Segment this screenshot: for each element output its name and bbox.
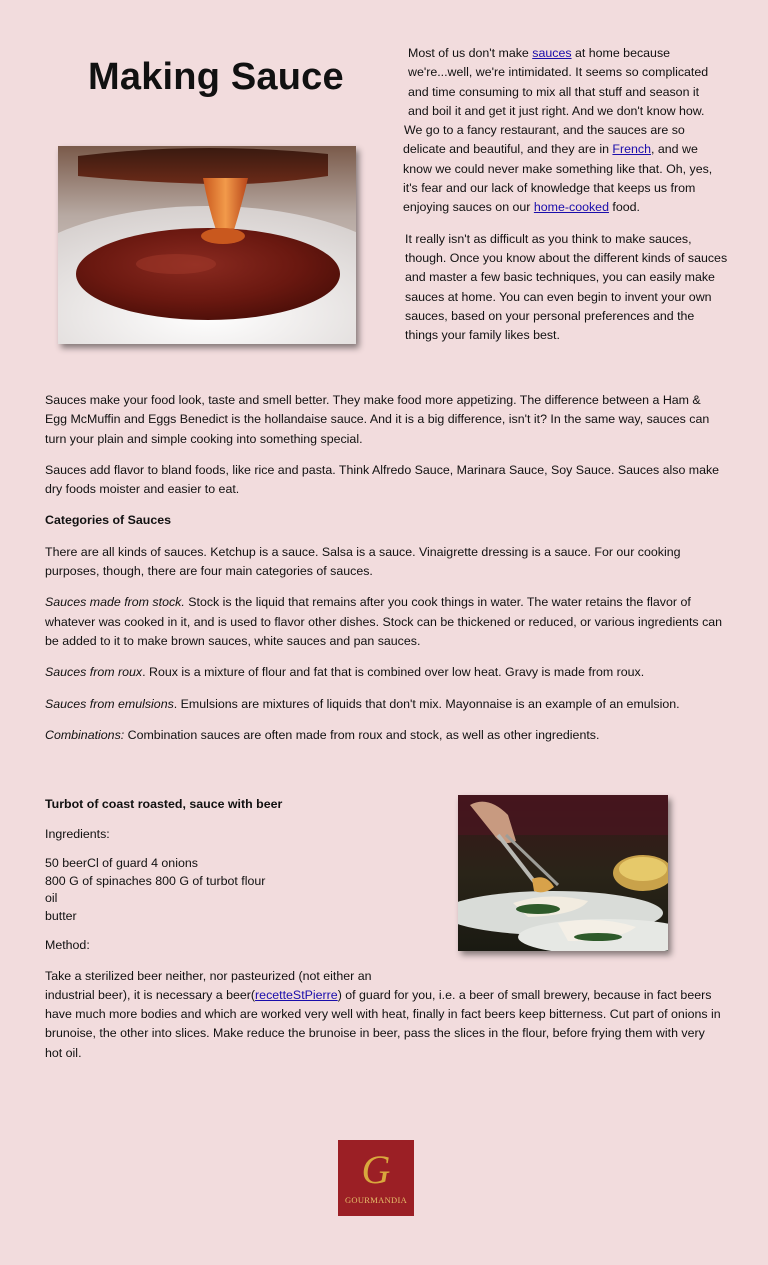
emulsions-label: Sauces from emulsions [45, 696, 174, 711]
intro-line: we're...well, we're intimidated. It seems so complicated [408, 65, 709, 80]
method-line: Take a sterilized beer neither, nor pasteurized (not either an [45, 968, 372, 983]
intro-line [400, 44, 728, 63]
method-text-b: ) of guard for you, i.e. a beer of small brewery, because in fact beers have much more bodies and which are worked very well with heat, finally in fact beers keep bitterness. Cut part of onions in brunoise, the other into slices. Make reduce the brunoise in beer, pass the slices in the flour, before frying them with very hot oil. [45, 987, 721, 1060]
ingredient-line: butter [45, 908, 77, 923]
intro-line: and time consuming to mix all that stuff and season it [408, 84, 700, 99]
intro-line: and boil it and get it just right. And we don't know how. [408, 103, 705, 118]
roux-label: Sauces from roux [45, 665, 143, 680]
stock-label: Sauces made from stock. [45, 595, 185, 610]
ingredients-label: Ingredients: [45, 826, 110, 841]
intro-text: delicate and beautiful, and they are in [403, 142, 613, 157]
intro-text: food. [608, 200, 640, 215]
turbot-dish-photo [458, 795, 668, 951]
ingredient-line: 800 G of spinaches 800 G of turbot flour [45, 873, 266, 888]
intro-text: , and we [651, 142, 698, 157]
intro-line: We go to a fancy restaurant, and the sauces are so [404, 123, 685, 138]
intro-text: enjoying sauces on our [403, 200, 534, 215]
method-label: Method: [45, 938, 90, 952]
body-paragraph: Sauces add flavor to bland foods, like rice and pasta. Think Alfredo Sauce, Marinara Sauce, Soy Sauce. Sauces also make dry foods moister and easier to eat. [45, 462, 720, 497]
intro-text: at home because [571, 46, 671, 60]
emulsions-paragraph [45, 695, 725, 714]
home-cooked-link[interactable]: home-cooked [533, 200, 609, 215]
logo-name: GOURMANDIA [344, 1195, 408, 1205]
intro-line: it's fear and our lack of knowledge that keeps us from [403, 181, 696, 196]
sauces-link[interactable]: sauces [532, 46, 572, 60]
roux-paragraph [45, 663, 725, 682]
body-paragraph: Sauces make your food look, taste and smell better. They make food more appetizing. The difference between a Ham & Egg McMuffin and Eggs Benedict is the hollandaise sauce. And it is a big difference, isn't it? In the same way, sauces can turn your plain and simple cooking into something special. [45, 393, 710, 446]
combinations-label: Combinations: [45, 727, 125, 742]
stock-text: Stock is the liquid that remains after you cook things in water. The water retains the flavor of whatever was cooked in it, and is used to flavor other dishes. Stock can be thickened or reduced, or various ingredients can be added to it to make brown sauces, white sauces and pan sauces. [45, 595, 723, 648]
main-body [45, 391, 725, 757]
method-text [45, 967, 725, 1063]
ingredient-line: oil [45, 891, 58, 905]
recipe-title: Turbot of coast roasted, sauce with beer [45, 797, 283, 811]
logo-letter: G [361, 1147, 391, 1192]
gourmandia-logo [338, 1140, 414, 1216]
intro-paragraph-2: It really isn't as difficult as you think to make sauces, though. Once you know about the different kinds of sauces and master a few basic techniques, you can easily make sauces at home. You can even begin to invent your own sauces, based on your personal preferences and the things your family likes best. [405, 231, 728, 343]
intro-section [400, 44, 728, 345]
emulsions-text: . Emulsions are mixtures of liquids that don't mix. Mayonnaise is an example of an emulsion. [173, 696, 680, 711]
intro-line: know we could never make something like that. Oh, yes, [403, 161, 713, 176]
combinations-text: Combination sauces are often made from roux and stock, as well as other ingredients. [124, 727, 600, 742]
sauce-pour-photo [58, 146, 356, 344]
stock-paragraph [45, 593, 725, 651]
intro-paragraph-1 [400, 44, 728, 218]
recette-link[interactable]: recetteStPierre [255, 987, 338, 1002]
combinations-paragraph [45, 726, 725, 745]
french-link[interactable]: French [612, 142, 651, 157]
intro-text: Most of us don't make [408, 46, 533, 60]
ingredient-line: 50 beerCl of guard 4 onions [45, 856, 198, 870]
page-title: Making Sauce [88, 56, 344, 98]
body-paragraph: There are all kinds of sauces. Ketchup is a sauce. Salsa is a sauce. Vinaigrette dressing is a sauce. For our cooking purposes, though, there are four main categories of sauces. [45, 544, 681, 579]
method-text-a: industrial beer), it is necessary a beer( [45, 987, 256, 1002]
intro-line [400, 140, 728, 159]
intro-line [400, 198, 728, 217]
categories-heading: Categories of Sauces [45, 513, 172, 528]
roux-text: . Roux is a mixture of flour and fat that is combined over low heat. Gravy is made from roux. [142, 665, 645, 680]
